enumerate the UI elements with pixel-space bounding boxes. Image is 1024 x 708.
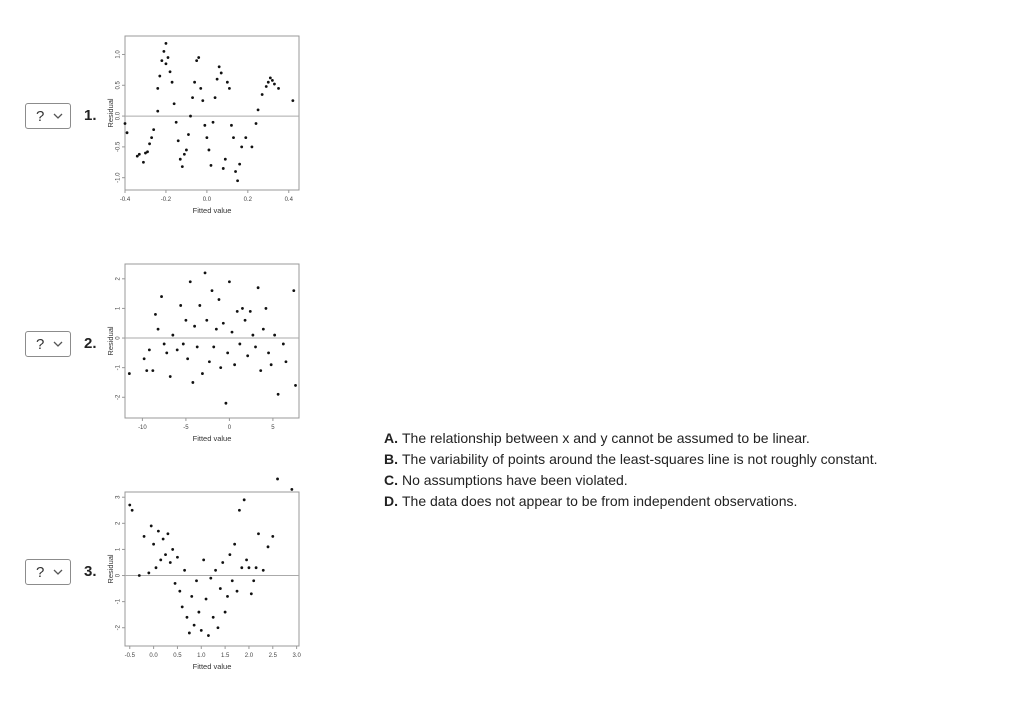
data-point — [232, 136, 235, 139]
data-point — [146, 150, 149, 153]
data-point — [222, 322, 225, 325]
data-point — [128, 372, 131, 375]
data-point — [160, 59, 163, 62]
data-point — [159, 558, 162, 561]
x-tick-label: -0.2 — [160, 197, 172, 203]
question-number-3: 3. — [84, 563, 97, 580]
data-point — [188, 632, 191, 635]
data-point — [138, 153, 141, 156]
x-tick-label: 0.5 — [173, 653, 182, 659]
question-number-2: 2. — [84, 335, 97, 352]
data-point — [181, 605, 184, 608]
answer-choice-c — [384, 470, 878, 491]
answer-select-3[interactable] — [25, 559, 71, 585]
data-point — [212, 616, 215, 619]
data-point — [151, 369, 154, 372]
data-point — [241, 307, 244, 310]
data-point — [201, 99, 204, 102]
data-point — [255, 566, 258, 569]
data-point — [217, 626, 220, 629]
residual-plot-1 — [108, 34, 300, 220]
data-point — [177, 139, 180, 142]
choice-text: The variability of points around the least-squares line is not roughly constant. — [402, 451, 878, 467]
data-point — [167, 532, 170, 535]
data-point — [261, 93, 264, 96]
data-point — [276, 478, 279, 481]
data-point — [198, 304, 201, 307]
data-point — [163, 343, 166, 346]
data-point — [245, 558, 248, 561]
data-point — [156, 110, 159, 113]
data-point — [178, 590, 181, 593]
y-tick-label: 1 — [115, 306, 122, 311]
y-tick-label: 0.5 — [115, 81, 122, 90]
data-point — [262, 328, 265, 331]
data-point — [169, 375, 172, 378]
data-point — [231, 579, 234, 582]
y-tick-label: 0 — [115, 573, 122, 578]
data-point — [164, 553, 167, 556]
data-point — [244, 136, 247, 139]
data-point — [142, 161, 145, 164]
data-point — [186, 357, 189, 360]
data-point — [228, 553, 231, 556]
data-point — [193, 81, 196, 84]
data-point — [251, 145, 254, 148]
data-point — [225, 402, 228, 405]
data-point — [191, 96, 194, 99]
data-point — [270, 363, 273, 366]
data-point — [162, 50, 165, 53]
data-point — [189, 280, 192, 283]
scatter-svg — [108, 262, 300, 448]
data-point — [244, 319, 247, 322]
select-value: ? — [36, 335, 45, 353]
data-point — [222, 167, 225, 170]
data-point — [255, 122, 258, 125]
data-point — [195, 579, 198, 582]
data-point — [167, 56, 170, 59]
data-point — [157, 328, 160, 331]
data-point — [267, 81, 270, 84]
data-point — [291, 99, 294, 102]
chevron-down-icon — [53, 111, 63, 121]
data-point — [186, 616, 189, 619]
select-value: ? — [36, 107, 45, 125]
answer-choice-d — [384, 491, 878, 512]
plot-frame — [125, 36, 299, 190]
data-point — [269, 76, 272, 79]
data-point — [131, 509, 134, 512]
answer-choice-a — [384, 428, 878, 449]
data-point — [233, 543, 236, 546]
choice-letter: D. — [384, 493, 398, 509]
x-tick-label: 3.0 — [292, 653, 301, 659]
data-point — [238, 343, 241, 346]
y-tick-label: -2 — [115, 625, 122, 631]
answer-choices — [384, 428, 878, 512]
data-point — [252, 579, 255, 582]
data-point — [236, 310, 239, 313]
data-point — [207, 634, 210, 637]
data-point — [240, 145, 243, 148]
data-point — [243, 498, 246, 501]
x-tick-label: 5 — [271, 425, 275, 431]
data-point — [200, 629, 203, 632]
data-point — [169, 561, 172, 564]
data-point — [228, 87, 231, 90]
data-point — [126, 131, 129, 134]
y-tick-label: 3 — [115, 495, 122, 499]
x-tick-label: -0.5 — [124, 653, 135, 659]
data-point — [218, 65, 221, 68]
data-point — [271, 79, 274, 82]
x-tick-label: 2.0 — [244, 653, 254, 659]
data-point — [171, 548, 174, 551]
residual-plot-2 — [108, 262, 300, 448]
data-point — [208, 360, 211, 363]
data-point — [218, 298, 221, 301]
data-point — [209, 577, 212, 580]
plot-frame — [125, 492, 299, 646]
data-point — [212, 121, 215, 124]
choice-text: The relationship between x and y cannot be assumed to be linear. — [402, 430, 810, 446]
data-point — [185, 149, 188, 152]
choice-letter: A. — [384, 430, 398, 446]
data-point — [203, 124, 206, 127]
data-point — [124, 122, 127, 125]
data-point — [230, 124, 233, 127]
data-point — [271, 535, 274, 538]
data-point — [248, 566, 251, 569]
scatter-svg — [108, 34, 300, 220]
x-tick-label: 1.0 — [197, 653, 206, 659]
data-point — [185, 319, 188, 322]
data-point — [181, 165, 184, 168]
data-point — [226, 595, 229, 598]
x-axis-label: Fitted value — [192, 434, 232, 443]
residual-plot-3 — [108, 490, 300, 676]
y-tick-label: 0 — [115, 336, 122, 340]
data-point — [190, 595, 193, 598]
data-point — [224, 158, 227, 161]
data-point — [165, 62, 168, 65]
x-tick-label: 0.2 — [243, 197, 252, 203]
data-point — [236, 590, 239, 593]
data-point — [174, 582, 177, 585]
choice-letter: C. — [384, 472, 398, 488]
y-tick-label: 2 — [115, 277, 122, 281]
data-point — [236, 179, 239, 182]
chevron-down-icon — [53, 339, 63, 349]
data-point — [205, 598, 208, 601]
data-point — [165, 351, 168, 354]
data-point — [219, 366, 222, 369]
choice-text: No assumptions have been violated. — [402, 472, 628, 488]
data-point — [238, 509, 241, 512]
y-axis-label: Residual — [106, 554, 115, 584]
data-point — [233, 363, 236, 366]
data-point — [210, 164, 213, 167]
data-point — [143, 535, 146, 538]
data-point — [273, 334, 276, 337]
data-point — [154, 313, 157, 316]
data-point — [128, 504, 131, 507]
data-point — [138, 574, 141, 577]
data-point — [262, 569, 265, 572]
x-tick-label: 0.4 — [284, 197, 293, 203]
data-point — [234, 170, 237, 173]
question-number-1: 1. — [84, 107, 97, 124]
chevron-down-icon — [53, 567, 63, 577]
data-point — [249, 310, 252, 313]
data-point — [193, 325, 196, 328]
data-point — [221, 561, 224, 564]
data-point — [257, 286, 260, 289]
data-point — [152, 128, 155, 131]
data-point — [182, 343, 185, 346]
x-tick-label: 0 — [227, 425, 232, 431]
y-tick-label: 2 — [115, 521, 122, 525]
data-point — [246, 354, 249, 357]
y-tick-label: -0.5 — [115, 141, 122, 153]
data-point — [157, 530, 160, 533]
data-point — [211, 289, 214, 292]
data-point — [215, 328, 218, 331]
data-point — [193, 624, 196, 627]
data-point — [205, 136, 208, 139]
data-point — [257, 109, 260, 112]
data-point — [254, 346, 257, 349]
x-axis-label: Fitted value — [192, 206, 232, 215]
data-point — [277, 87, 280, 90]
data-point — [292, 289, 295, 292]
data-point — [147, 572, 150, 575]
data-point — [214, 569, 217, 572]
data-point — [212, 346, 215, 349]
data-point — [228, 280, 231, 283]
x-tick-label: 0.0 — [149, 653, 158, 659]
data-point — [145, 369, 148, 372]
data-point — [257, 532, 260, 535]
data-point — [226, 81, 229, 84]
data-point — [267, 351, 270, 354]
data-point — [171, 81, 174, 84]
data-point — [204, 271, 207, 274]
data-point — [216, 78, 219, 81]
data-point — [208, 149, 211, 152]
data-point — [285, 360, 288, 363]
x-tick-label: 1.5 — [220, 653, 230, 659]
data-point — [173, 102, 176, 105]
data-point — [265, 85, 268, 88]
y-axis-label: Residual — [106, 326, 115, 356]
select-value: ? — [36, 563, 45, 581]
data-point — [240, 566, 243, 569]
y-tick-label: -1 — [115, 364, 122, 371]
data-point — [273, 83, 276, 86]
data-point — [251, 334, 254, 337]
answer-select-1[interactable] — [25, 103, 71, 129]
plot-frame — [125, 264, 299, 418]
data-point — [162, 538, 165, 541]
x-tick-label: 0.0 — [202, 197, 212, 203]
choice-text: The data does not appear to be from independent observations. — [402, 493, 798, 509]
scatter-svg — [108, 490, 300, 676]
data-point — [148, 348, 151, 351]
data-point — [199, 87, 202, 90]
data-point — [160, 295, 163, 298]
data-point — [191, 381, 194, 384]
data-point — [171, 334, 174, 337]
y-tick-label: 1.0 — [115, 50, 122, 59]
data-point — [277, 393, 280, 396]
data-point — [224, 611, 227, 614]
data-point — [197, 56, 200, 59]
data-point — [175, 121, 178, 124]
data-point — [265, 307, 268, 310]
answer-select-2[interactable] — [25, 331, 71, 357]
data-point — [250, 592, 253, 595]
data-point — [179, 158, 182, 161]
data-point — [158, 75, 161, 78]
data-point — [176, 556, 179, 559]
data-point — [183, 153, 186, 156]
x-axis-label: Fitted value — [192, 662, 232, 671]
y-tick-label: 1 — [115, 547, 122, 552]
y-tick-label: -2 — [115, 394, 122, 400]
data-point — [150, 525, 153, 528]
data-point — [150, 136, 153, 139]
data-point — [238, 163, 241, 166]
y-tick-label: -1.0 — [115, 172, 122, 183]
data-point — [196, 346, 199, 349]
data-point — [176, 348, 179, 351]
data-point — [220, 72, 223, 75]
data-point — [294, 384, 297, 387]
data-point — [143, 357, 146, 360]
data-point — [187, 133, 190, 136]
y-tick-label: -1 — [115, 598, 122, 605]
data-point — [202, 558, 205, 561]
data-point — [205, 319, 208, 322]
data-point — [169, 70, 172, 73]
data-point — [231, 331, 234, 334]
data-point — [197, 611, 200, 614]
data-point — [219, 587, 222, 590]
data-point — [189, 115, 192, 118]
data-point — [165, 42, 168, 45]
x-tick-label: -5 — [183, 425, 189, 431]
data-point — [267, 545, 270, 548]
choice-letter: B. — [384, 451, 398, 467]
data-point — [226, 351, 229, 354]
data-point — [155, 566, 158, 569]
data-point — [156, 87, 159, 90]
data-point — [282, 343, 285, 346]
x-tick-label: -10 — [138, 425, 147, 431]
data-point — [195, 59, 198, 62]
data-point — [179, 304, 182, 307]
x-tick-label: -0.4 — [119, 197, 131, 203]
data-point — [183, 569, 186, 572]
answer-choice-b — [384, 449, 878, 470]
data-point — [214, 96, 217, 99]
data-point — [148, 142, 151, 145]
x-tick-label: 2.5 — [268, 653, 277, 659]
data-point — [152, 543, 155, 546]
y-axis-label: Residual — [106, 98, 115, 128]
data-point — [201, 372, 204, 375]
data-point — [259, 369, 262, 372]
y-tick-label: 0.0 — [115, 111, 122, 121]
data-point — [290, 488, 293, 491]
